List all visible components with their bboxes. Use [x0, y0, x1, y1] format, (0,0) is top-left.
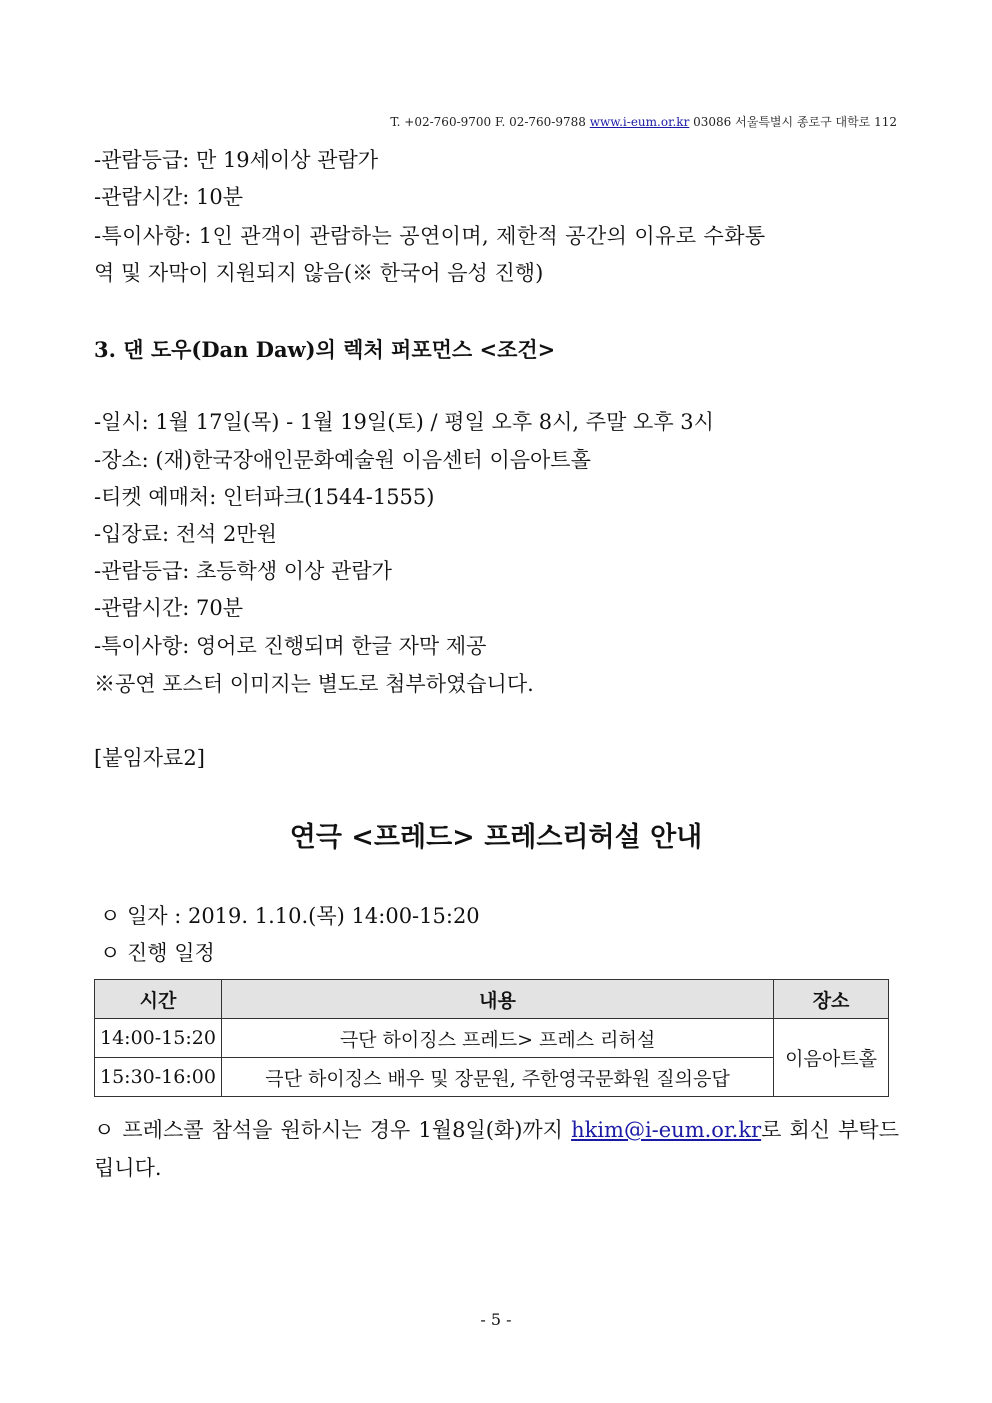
rating-line: -관람등급: 만 19세이상 관람가 [94, 148, 379, 172]
admission-line: -입장료: 전석 2만원 [94, 522, 277, 546]
poster-note: ※공연 포스터 이미지는 별도로 첨부하였습니다. [94, 672, 534, 696]
notes-line-2: -특이사항: 영어로 진행되며 한글 자막 제공 [94, 634, 487, 658]
rsvp-text: ㅇ 프레스콜 참석을 원하시는 경우 1월8일(화)까지 [94, 1118, 572, 1142]
page-number: - 5 - [480, 1310, 512, 1329]
header-content: 내용 [221, 980, 773, 1019]
notes-line: -특이사항: 1인 관객이 관람하는 공연이며, 제한적 공간의 이유로 수화통 [94, 224, 766, 248]
header-venue: 장소 [774, 980, 889, 1019]
row-content: 극단 하이징스 배우 및 장문원, 주한영국문화원 질의응답 [221, 1058, 773, 1097]
attachment-label: [붙임자료2] [94, 746, 205, 770]
section-3-title: 3. 댄 도우(Dan Daw)의 렉처 퍼포먼스 <조건> [94, 337, 556, 362]
schedule-heading: ㅇ 진행 일정 [100, 941, 215, 965]
table-header-row [95, 980, 889, 1019]
venue-line: -장소: (재)한국장애인문화예술원 이음센터 이음아트홀 [94, 448, 591, 472]
rsvp-email-link[interactable]: hkim@i-eum.or.kr [571, 1118, 762, 1142]
address: 03086 서울특별시 종로구 대학로 112 [693, 115, 897, 129]
document-header [390, 113, 897, 130]
row-content: 극단 하이징스 프레드> 프레스 리허설 [221, 1019, 773, 1058]
website-link[interactable]: www.i-eum.or.kr [589, 115, 690, 129]
row-time: 14:00-15:20 [95, 1019, 222, 1058]
duration-line-2: -관람시간: 70분 [94, 596, 243, 620]
ticket-line: -티켓 예매처: 인터파크(1544-1555) [94, 485, 435, 509]
row-time: 15:30-16:00 [95, 1058, 222, 1097]
schedule-table [94, 979, 889, 1097]
rsvp-notice [94, 1111, 899, 1187]
row-venue: 이음아트홀 [774, 1019, 889, 1097]
press-date: ㅇ 일자 : 2019. 1.10.(목) 14:00-15:20 [100, 904, 480, 928]
header-time: 시간 [95, 980, 222, 1019]
rating-line-2: -관람등급: 초등학생 이상 관람가 [94, 559, 392, 583]
duration-line: -관람시간: 10분 [94, 185, 243, 209]
document-title: 연극 <프레드> 프레스리허설 안내 [289, 822, 703, 853]
contact-numbers: T. +02-760-9700 F. 02-760-9788 [390, 115, 586, 129]
rsvp-text-end: 로 회신 부탁드립니다. [94, 1118, 899, 1180]
table-row [95, 1019, 889, 1058]
notes-line-continued: 역 및 자막이 지원되지 않음(※ 한국어 음성 진행) [94, 261, 544, 285]
table-row [95, 1058, 889, 1097]
schedule-line: -일시: 1월 17일(목) - 1월 19일(토) / 평일 오후 8시, 주말 오후 3시 [94, 410, 714, 434]
